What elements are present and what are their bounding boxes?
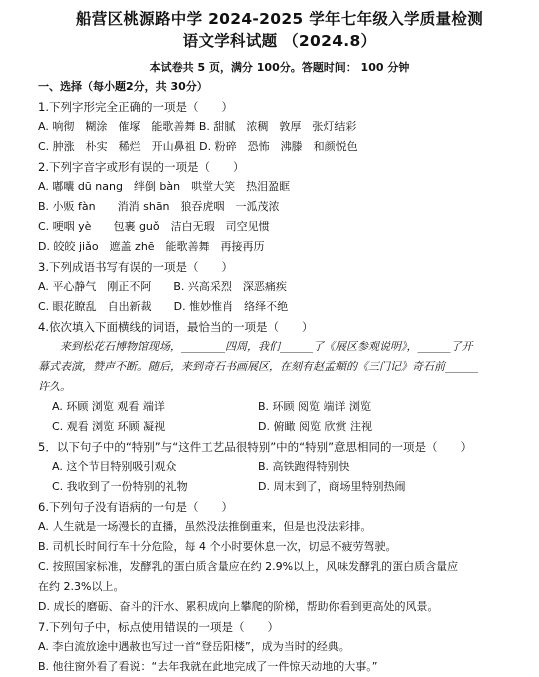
question-6-option-d: D. 成长的磨砺、奋斗的汗水、累积成向上攀爬的阶梯，帮助你看到更高处的风景。 [38,600,439,613]
exam-info: 本试卷共 5 页，满分 100分。答题时间： 100 分钟 [149,61,410,74]
question-5-option-b: B. 高铁跑得特别快 [258,460,350,473]
question-2-option: A. 嘟囔 dū nang 绊倒 bàn 哄堂大笑 热泪盈眶 [38,180,291,193]
question-2-stem: 2.下列字音字或形有误的一项是（ ） [38,160,245,174]
question-6-option-b: B. 司机长时间行车十分危险，每 4 个小时要休息一次，切忌不疲劳驾驶。 [38,540,397,553]
question-6-option-c: C. 按照国家标准，发酵乳的蛋白质含量应在约 2.9%以上，风味发酵乳的蛋白质含量应 [38,560,459,573]
question-4-option-a: A. 环顾 浏览 观看 端详 [52,400,165,413]
question-7-option-a: A. 李白流放途中遇赦也写过一首“登岳阳楼”，成为当时的经典。 [38,640,350,653]
question-2-option: D. 皎皎 jiǎo 遮盖 zhē 能歌善舞 再接再历 [38,240,265,253]
question-6-option-c-continued: 在约 2.3%以上。 [38,580,125,593]
section-heading: 一、选择（每小题2分，共 30分） [38,80,208,93]
question-5-option-c: C. 我收到了一份特别的礼物 [52,480,188,493]
question-1-stem: 1.下列字形完全正确的一项是（ ） [38,100,233,114]
question-5-stem: 5．以下句子中的“特别”与“这件工艺品很特别”中的“特别”意思相同的一项是（ ） [38,440,473,454]
question-5-option-a: A. 这个节目特别吸引观众 [52,460,177,473]
question-2-option: C. 哽咽 yè 包裹 guǒ 洁白无瑕 司空见惯 [38,220,270,233]
question-3-stem: 3.下列成语书写有误的一项是（ ） [38,260,233,274]
question-7-stem: 7.下列句子中，标点使用错误的一项是（ ） [38,620,279,634]
question-4-passage-line: 许久。 [38,380,71,393]
question-1-options-row: C. 肿涨 朴实 稀烂 开山鼻祖 D. 粉碎 恐怖 沸滕 和颜悦色 [38,140,358,153]
question-6-option-a: A. 人生就是一场漫长的直播，虽然没法推倒重来，但是也没法彩排。 [38,520,372,533]
exam-title-line1: 船营区桃源路中学 2024-2025 学年七年级入学质量检测 [75,10,483,28]
question-4-passage-line: 幕式表演，赞声不断。随后，来到奇石书画展区，在刻有赵孟頫的《三门记》奇石前______ [38,360,478,373]
question-2-option: B. 小贩 fàn 消消 shān 狼吞虎咽 一泒茂浓 [38,200,280,213]
question-4-options [38,397,521,437]
question-4-option-d: D. 俯瞰 阅览 欣赏 注视 [258,420,372,433]
question-6-stem: 6.下列句子没有语病的一句是（ ） [38,500,233,514]
question-4-option-c: C. 观看 浏览 环顾 凝视 [52,420,166,433]
question-4-stem: 4.依次填入下面横线的词语，最恰当的一项是（ ） [38,320,314,334]
question-1-options-row: A. 响彻 糊涂 傕塚 能歌善舞 B. 甜腻 浓稠 敦厚 张灯结彩 [38,120,357,133]
question-3-options-row: C. 眼花瞭乱 自出新裁 D. 惟妙惟肖 络绎不绝 [38,300,289,313]
question-4-option-b: B. 环顾 阅览 端详 浏览 [258,400,372,413]
question-7-option-b: B. 他往窗外看了看说：“去年我就在此地完成了一件惊天动地的大事。” [38,660,378,673]
question-4-passage-line: 来到松花石博物馆现场，________四周，我们______了《展区参观说明》，______了开 [60,340,473,353]
question-5-options [38,457,521,497]
question-3-options-row: A. 平心静气 刚正不阿 B. 兴高采烈 深恶痛疾 [38,280,287,293]
question-5-option-d: D. 周末到了，商场里特别热闹 [258,480,406,493]
exam-title-line2: 语文学科试题 （2024.8） [182,32,377,50]
